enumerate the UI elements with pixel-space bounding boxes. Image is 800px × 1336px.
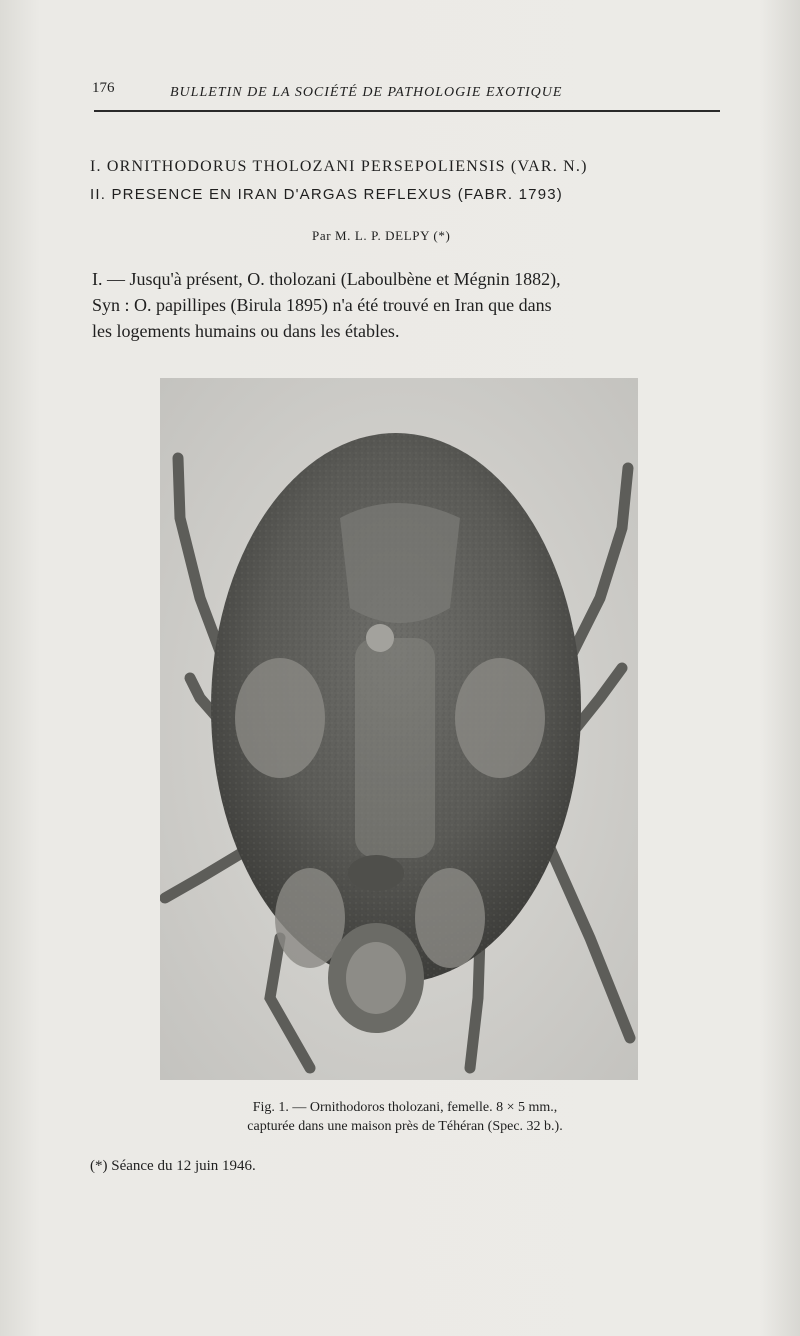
tick-ventral-view-image xyxy=(160,378,638,1080)
page-header xyxy=(92,76,722,106)
article-title-line-2: II. PRESENCE EN IRAN D'ARGAS REFLEXUS (FABR. 1793) xyxy=(90,186,563,203)
paragraph-line: I. — Jusqu'à présent, O. tholozani (Laboulbène et Mégnin 1882), xyxy=(92,269,561,289)
article-title-line-1: I. ORNITHODORUS THOLOZANI PERSEPOLIENSIS (VAR. N.) xyxy=(90,158,588,175)
footnote: (*) Séance du 12 juin 1946. xyxy=(90,1158,256,1174)
header-rule xyxy=(94,110,720,112)
figure-caption xyxy=(170,1098,640,1136)
caption-line-1: Fig. 1. — Ornithodoros tholozani, femelle. 8 × 5 mm., xyxy=(252,1100,558,1115)
body-paragraph xyxy=(92,266,722,344)
running-title: BULLETIN DE LA SOCIÉTÉ DE PATHOLOGIE EXOTIQUE xyxy=(170,85,563,100)
page-number: 176 xyxy=(92,80,115,96)
caption-line-2: capturée dans une maison près de Téhéran (Spec. 32 b.). xyxy=(247,1119,563,1134)
paragraph-line: les logements humains ou dans les étables. xyxy=(92,321,400,341)
tick-photograph xyxy=(160,378,638,1080)
author-byline: Par M. L. P. DELPY (*) xyxy=(312,228,451,243)
paragraph-line: Syn : O. papillipes (Birula 1895) n'a été trouvé en Iran que dans xyxy=(92,295,552,315)
